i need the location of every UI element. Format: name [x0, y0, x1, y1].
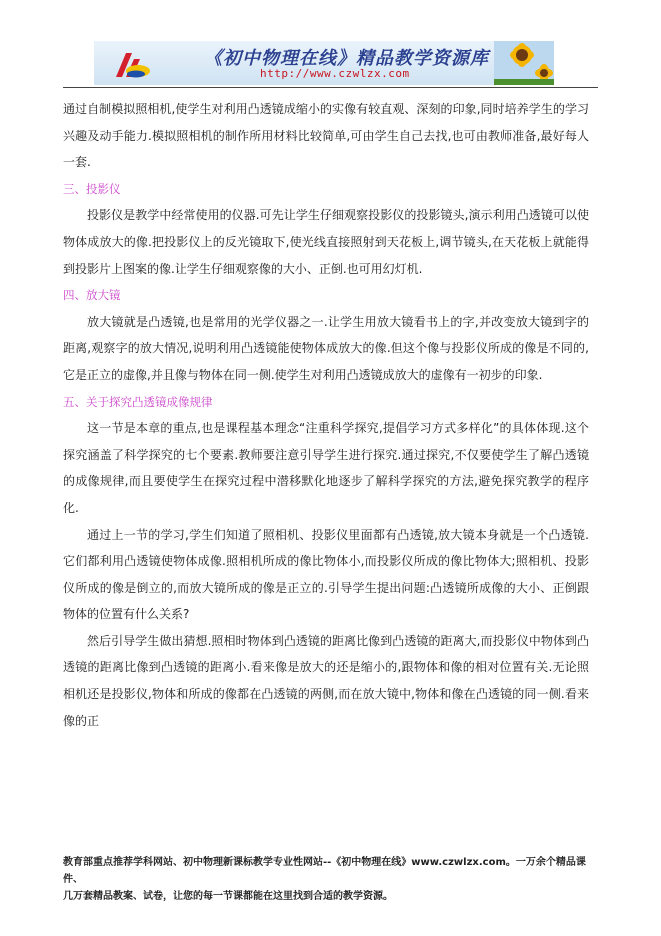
- paragraph-projector: 投影仪是教学中经常使用的仪器.可先让学生仔细观察投影仪的投影镜头,演示利用凸透镜可以使物体成放大的像.把投影仪上的反光镜取下,使光线直接照射到天花板上,调节镜头,在天花板上就能得到投影片上图案的像.让学生仔细观察像的大小、正倒.也可用幻灯机.: [63, 208, 589, 276]
- banner-title: 《初中物理在线》精品教学资源库: [204, 48, 489, 69]
- site-banner: [94, 41, 554, 85]
- paragraph-inquiry-question: 通过上一节的学习,学生们知道了照相机、投影仪里面都有凸透镜,放大镜本身就是一个凸透镜.它们都利用凸透镜使物体成像.照相机所成的像比物体小,而投影仪所成的像比物体大;照相机、投影仪所成的像是倒立的,而放大镜所成的像是正立的.引导学生提出问题:凸透镜所成像的大小、正倒跟物体的位置有什么关系?: [63, 527, 589, 622]
- section-heading-lens-inquiry: 五、关于探究凸透镜成像规律: [63, 394, 213, 409]
- sunflower-icon: [494, 41, 554, 85]
- footer-line-2: 几万套精品教案、试卷，让您的每一节课都能在这里找到合适的教学资源。: [63, 891, 393, 902]
- article-body: [63, 96, 589, 734]
- header-divider: [63, 87, 598, 88]
- page-footer: [63, 854, 603, 905]
- footer-line-1: 教育部重点推荐学科网站、初中物理新课标教学专业性网站--《初中物理在线》www.czwlzx.com。一万余个精品课件、: [63, 857, 586, 885]
- banner-url[interactable]: http://www.czwlzx.com: [260, 67, 410, 80]
- paragraph-magnifier: 放大镜就是凸透镜,也是常用的光学仪器之一.让学生用放大镜看书上的字,并改变放大镜到字的距离,观察字的放大情况,说明利用凸透镜能使物体成放大的像.但这个像与投影仪所成的像是不同的,它是正立的虚像,并且像与物体在同一侧.使学生对利用凸透镜成放大的虚像有一初步的印象.: [63, 314, 589, 382]
- paragraph-inquiry-intro: 这一节是本章的重点,也是课程基本理念“注重科学探究,提倡学习方式多样化”的具体体现.这个探究涵盖了科学探究的七个要素.教师要注意引导学生进行探究.通过探究,不仅要使学生了解凸透镜的成像规律,而且要使学生在探究过程中潜移默化地逐步了解科学探究的方法,避免探究教学的程序化.: [63, 421, 589, 515]
- cz-logo-icon: [112, 47, 152, 81]
- section-heading-projector: 三、投影仪: [63, 181, 121, 196]
- section-heading-magnifier: 四、放大镜: [63, 288, 121, 303]
- paragraph-camera-model: 通过自制模拟照相机,使学生对利用凸透镜成缩小的实像有较直观、深刻的印象,同时培养学生的学习兴趣及动手能力.模拟照相机的制作所用材料比较简单,可由学生自己去找,也可由教师准备,最好每人一套.: [63, 102, 589, 170]
- paragraph-inquiry-hypothesis: 然后引导学生做出猜想.照相时物体到凸透镜的距离比像到凸透镜的距离大,而投影仪中物体到凸透镜的距离比像到凸透镜的距离小.看来像是放大的还是缩小的,跟物体和像的相对位置有关.无论照相机还是投影仪,物体和所成的像都在凸透镜的两侧,而在放大镜中,物体和像在凸透镜的同一侧.看来像的正: [63, 633, 589, 728]
